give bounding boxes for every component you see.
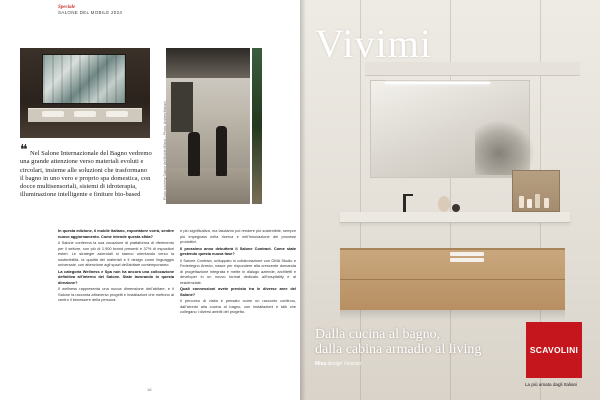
countertop [340, 212, 570, 223]
pull-quote-line: il bagno in uno vero e proprio spa domestica, con [20, 174, 151, 182]
basin [106, 111, 128, 117]
faucet [403, 194, 406, 212]
basin [74, 111, 96, 117]
model-name: Misa [315, 361, 327, 367]
pull-quote-line: circolari, insieme alle soluzioni che trasformano [20, 166, 148, 174]
bottle [544, 198, 549, 208]
model-caption [315, 361, 361, 367]
scavolini-logo[interactable] [526, 322, 582, 378]
display-shelf [171, 82, 193, 132]
exhibition-photo-installation [20, 48, 150, 138]
interview-answer: e più significativa, ma lasciamo poi rendere più sostenibile, sempre più impegnata nella ricerca e nell'innovazione dei processi produttivi. [180, 228, 296, 244]
logo-text: SCAVOLINI [529, 345, 579, 355]
bottle [535, 194, 540, 208]
advertisement-page [300, 0, 600, 400]
interview-answer: Il percorso di visita è pensato come un racconto continuo, dall'arredo alla cucina al bagno, con installazioni e talk che collegano i diversi ambiti del progetto. [180, 298, 296, 314]
interview-question: Il prossimo anno debutterà il Salone Contract. Come state gestendo questa nuova fase? [180, 245, 296, 256]
interview-answer: Il Salone conferma la sua vocazione di piattaforma di riferimento per il settore, con più di 1.900 brand presenti e 37% di espositori esteri. Le strategie aziendali si stanno orientando verso la sostenibilità, la qualità dei materiali e il design come linguaggio universale, con attenzione agli spazi dell'abitare contemporaneo. [58, 240, 174, 267]
bottle [519, 196, 524, 208]
brand-word: Vivimi [315, 21, 432, 66]
floor-shadow [340, 310, 565, 320]
pull-quote-line: Nel Salone Internazionale del Bagno vedremo [30, 150, 152, 157]
bottle [527, 199, 532, 208]
quote-mark-icon: ❝ [20, 143, 28, 158]
pull-quote-line: illuminazione intelligente e finiture bio-based [20, 191, 141, 199]
floor [166, 168, 250, 204]
interview-answer: Il Salone Contract, sviluppato in collaborazione con OMA Studio e Federlegno Arredo, nasce per rispondere alla crescente domanda di progettazione integrata e mette in dialogo aziende, architetti e developer in un nuovo format dedicato all'hospitality e al residenziale. [180, 257, 296, 285]
mirror-light [385, 82, 490, 84]
towel [450, 258, 484, 262]
visitor-figure [216, 126, 227, 176]
exhibition-photo-visitors [166, 48, 250, 204]
ad-headline [315, 327, 530, 357]
wooden-niche [512, 170, 560, 212]
pull-quote-line: una grande attenzione verso materiali evoluti e [20, 158, 144, 166]
model-credit: design Vicenzo [327, 361, 362, 367]
interview-answer: Il wellness rappresenta una nuova dimensione dell'abitare, e il Salone la racconta attraverso progetti e installazioni che mettono al centro il benessere della persona. [58, 286, 174, 302]
interview-question: La categoria Wellness e Spa non ha ancora una collocazione definitiva all'interno del Salone. State lavorando in questa direzione? [58, 268, 174, 285]
ceiling [166, 48, 250, 78]
basin [42, 111, 64, 117]
article-column-2 [180, 228, 296, 316]
exhibition-photo-strip [252, 48, 262, 204]
ad-headline-line: dalla cabina armadio al living [315, 342, 482, 357]
plant-reflection [475, 120, 535, 175]
towel [450, 252, 484, 256]
pull-quote [20, 150, 160, 200]
interview-question: In questa edizione, il mobile italiano, esportatore vorrà, sentire nuovo aggiornamento. Come intende questa sfida? [58, 228, 174, 239]
visitor-figure [188, 132, 200, 176]
page-header [58, 5, 122, 16]
page-number: 18 [147, 387, 152, 392]
interview-question: Quali connessioni avete previsto tra le diverse aree del Salone? [180, 286, 296, 297]
header-section: SALONE DEL MOBILE 2024 [58, 10, 123, 15]
decor-vase [438, 196, 450, 212]
pull-quote-line: docce multisensoriali, sistemi di idroterapia, [20, 183, 137, 191]
article-column-1 [58, 228, 174, 304]
photo-credit: Photo courtesy Salone del Mobile.Milano – Photo: Andrea Mariani [163, 101, 167, 200]
page-gutter [300, 0, 306, 400]
ad-headline-line: Dalla cucina al bagno, [315, 327, 441, 342]
brand-tagline: La più amata dagli Italiani [525, 382, 578, 387]
header-kicker: Speciale [58, 5, 76, 10]
video-wall [42, 54, 126, 104]
decor-bowl [452, 204, 460, 212]
